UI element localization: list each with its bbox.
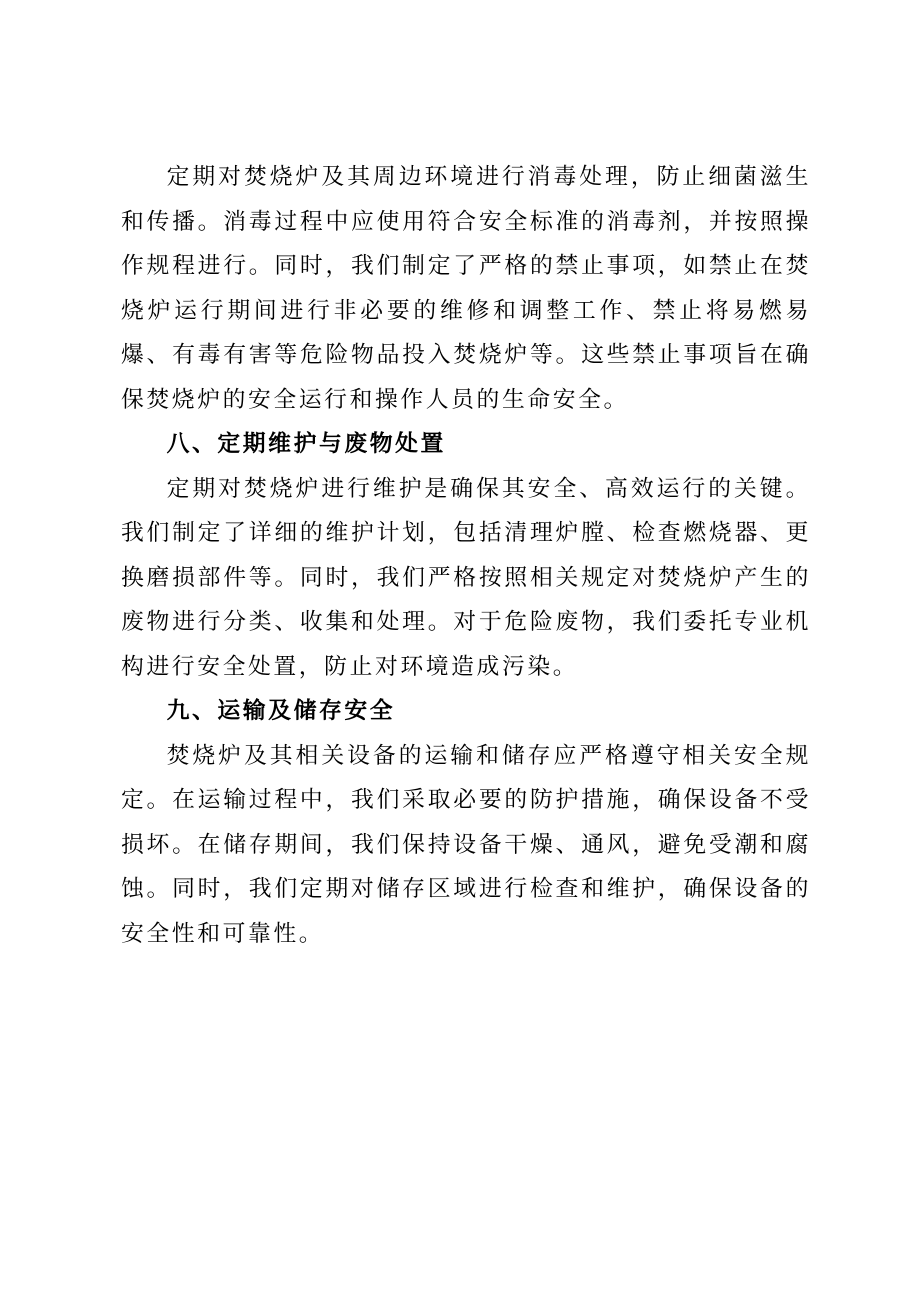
section-heading-maintenance: 八、定期维护与废物处置 xyxy=(166,431,446,457)
document-body xyxy=(121,155,811,956)
section-heading-transport-storage: 九、运输及储存安全 xyxy=(166,698,396,724)
paragraph-maintenance: 定期对焚烧炉进行维护是确保其安全、高效运行的关键。我们制定了详细的维护计划，包括清理炉膛、检查燃烧器、更换磨损部件等。同时，我们严格按照相关规定对焚烧炉产生的废物进行分类、收集和处理。对于危险废物，我们委托专业机构进行安全处置，防止对环境造成污染。 xyxy=(121,475,811,680)
paragraph-disinfection: 定期对焚烧炉及其周边环境进行消毒处理，防止细菌滋生和传播。消毒过程中应使用符合安全标准的消毒剂，并按照操作规程进行。同时，我们制定了严格的禁止事项，如禁止在焚烧炉运行期间进行非必要的维修和调整工作、禁止将易燃易爆、有毒有害等危险物品投入焚烧炉等。这些禁止事项旨在确保焚烧炉的安全运行和操作人员的生命安全。 xyxy=(121,164,811,413)
paragraph-transport-storage: 焚烧炉及其相关设备的运输和储存应严格遵守相关安全规定。在运输过程中，我们采取必要的防护措施，确保设备不受损坏。在储存期间，我们保持设备干燥、通风，避免受潮和腐蚀。同时，我们定期对储存区域进行检查和维护，确保设备的安全性和可靠性。 xyxy=(121,742,811,947)
